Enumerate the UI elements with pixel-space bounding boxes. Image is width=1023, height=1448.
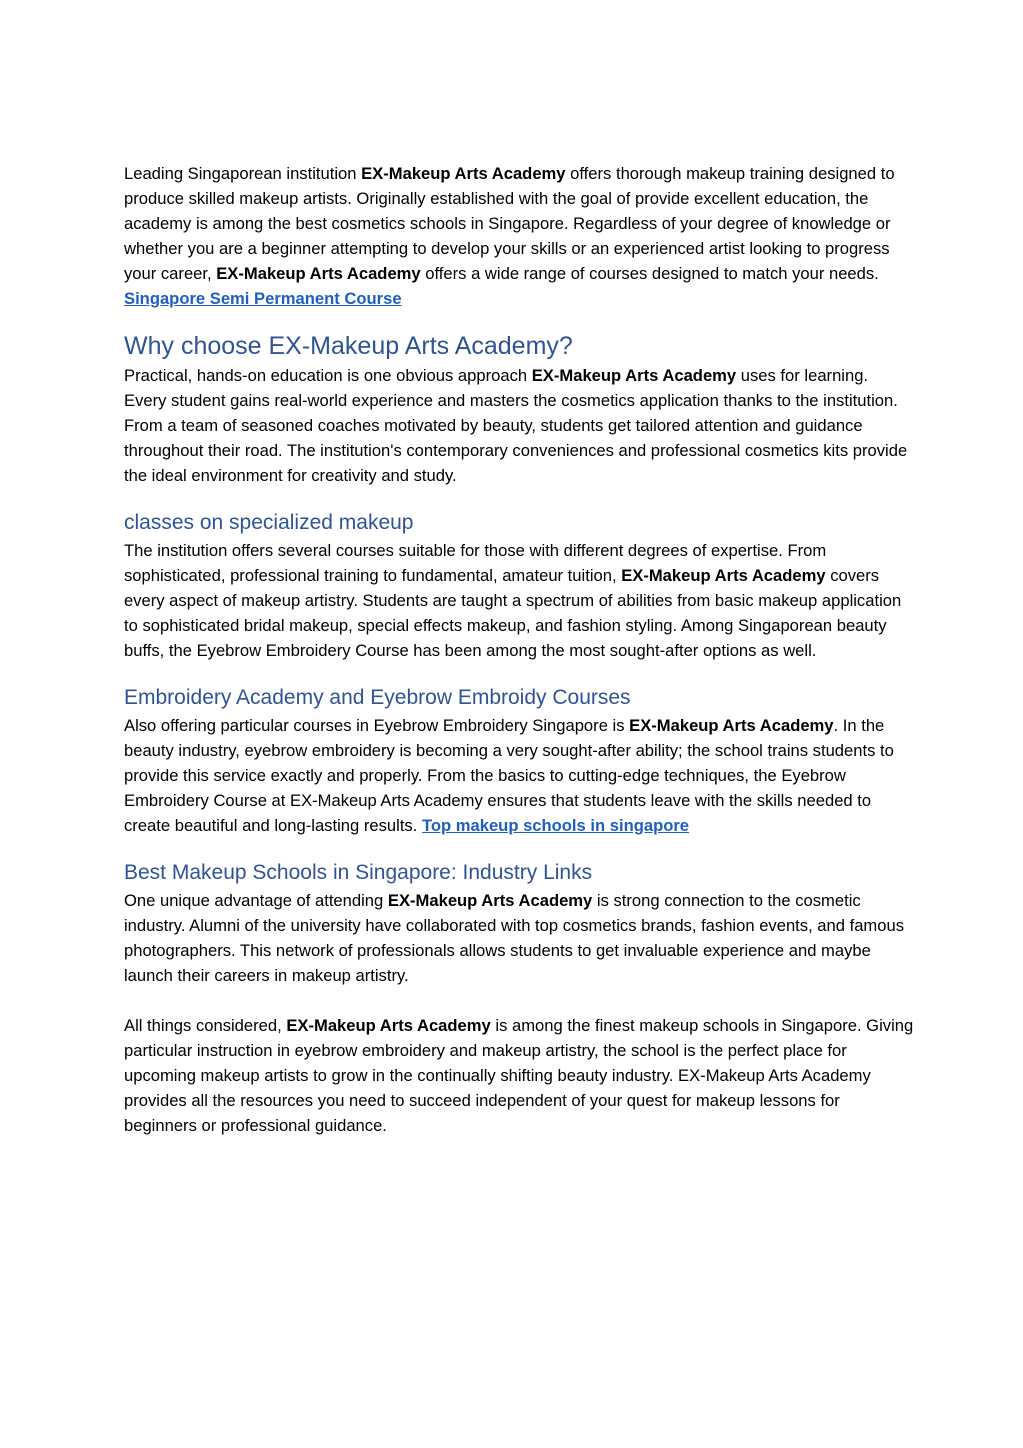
heading-why-choose: Why choose EX-Makeup Arts Academy?	[124, 332, 573, 360]
heading-industry-links: Best Makeup Schools in Singapore: Industry Links	[124, 861, 593, 884]
industry-links-paragraph	[124, 888, 914, 988]
document-body	[124, 161, 914, 1138]
paragraph-text: Also offering particular courses in Eyebrow Embroidery Singapore is	[124, 716, 630, 735]
academy-name: EX-Makeup Arts Academy	[629, 716, 834, 735]
paragraph-text: covers every aspect of makeup artistry. Students are taught a spectrum of abilities from basic makeup application to sophisticated bridal makeup, special effects makeup, and fashion styling. Among Singaporean beauty buffs, the Eyebrow Embroidery Course has been among the most sought-after options as well.	[124, 566, 902, 660]
specialized-classes-paragraph	[124, 538, 914, 663]
academy-name: EX-Makeup Arts Academy	[621, 566, 826, 585]
semi-permanent-course-link[interactable]: Singapore Semi Permanent Course	[124, 289, 402, 308]
academy-name: EX-Makeup Arts Academy	[387, 891, 593, 910]
intro-paragraph	[124, 161, 914, 311]
paragraph-text: One unique advantage of attending	[124, 891, 388, 910]
intro-text: offers thorough makeup training designed to produce skilled makeup artists. Originally established with the goal of provide excellent education, the academy is among the best cosmetics schools in Singapore. Regardless of your degree of knowledge or whether you are a beginner attempting to develop your skills or an experienced artist looking to progress your career,	[124, 164, 895, 283]
intro-text: Leading Singaporean institution	[124, 164, 362, 183]
top-makeup-schools-link[interactable]: Top makeup schools in singapore	[421, 816, 690, 835]
paragraph-spacer	[124, 988, 914, 1013]
paragraph-text: is strong connection to the cosmetic industry. Alumni of the university have collaborated with top cosmetics brands, fashion events, and famous photographers. This network of professionals allows students to get invaluable experience and maybe launch their careers in makeup artistry.	[124, 891, 905, 985]
why-choose-paragraph	[124, 363, 914, 488]
heading-embroidery-courses: Embroidery Academy and Eyebrow Embroidy Courses	[124, 686, 631, 709]
conclusion-paragraph	[124, 1013, 914, 1138]
paragraph-text: uses for learning. Every student gains real-world experience and masters the cosmetics application thanks to the institution. From a team of seasoned coaches motivated by beauty, students get tailored attention and guidance throughout their road. The institution's contemporary conveniences and professional cosmetics kits provide the ideal environment for creativity and study.	[124, 366, 908, 485]
paragraph-text: All things considered,	[124, 1016, 287, 1035]
academy-name: EX-Makeup Arts Academy	[531, 366, 737, 385]
paragraph-text: Practical, hands-on education is one obvious approach	[124, 366, 532, 385]
academy-name: EX-Makeup Arts Academy	[216, 264, 421, 283]
embroidery-paragraph	[124, 713, 914, 838]
paragraph-text: . In the beauty industry, eyebrow embroidery is becoming a very sought-after ability; the school trains students to provide this service exactly and properly. From the basics to cutting-edge techniques, the Eyebrow Embroidery Course at EX-Makeup Arts Academy ensures that students leave with the skills needed to create beautiful and long-lasting results.	[124, 716, 894, 835]
intro-text: offers a wide range of courses designed to match your needs.	[420, 264, 879, 283]
paragraph-text: The institution offers several courses suitable for those with different degrees of expertise. From sophisticated, professional training to fundamental, amateur tuition,	[124, 541, 827, 585]
academy-name: EX-Makeup Arts Academy	[286, 1016, 491, 1035]
heading-specialized-classes: classes on specialized makeup	[124, 511, 414, 534]
paragraph-text: is among the finest makeup schools in Singapore. Giving particular instruction in eyebrow embroidery and makeup artistry, the school is the perfect place for upcoming makeup artists to grow in the continually shifting beauty industry. EX-Makeup Arts Academy provides all the resources you need to succeed independent of your quest for makeup lessons for beginners or professional guidance.	[124, 1016, 914, 1135]
academy-name: EX-Makeup Arts Academy	[361, 164, 566, 183]
